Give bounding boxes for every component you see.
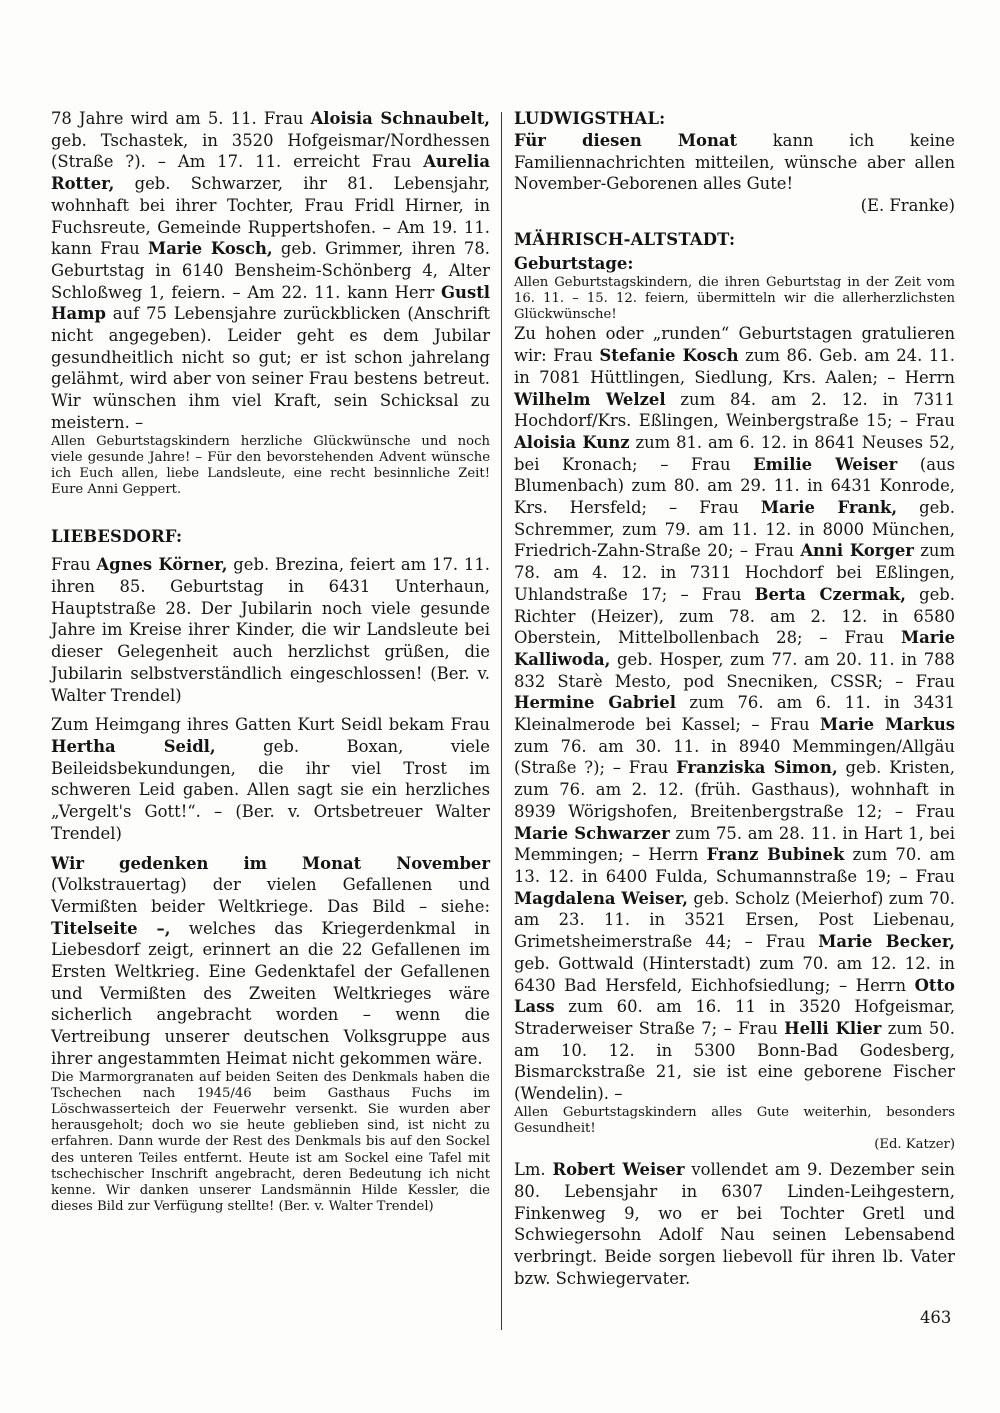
bold-name: Gustl Hamp	[51, 282, 490, 324]
bold-name: Aloisia Kunz	[514, 432, 630, 452]
bold-name: Berta Czermak,	[754, 584, 906, 604]
birthday-greeting-small: Allen Geburtstagskindern herzliche Glückwünsche und noch viele gesunde Jahre! – Für den bevorstehenden Advent wünsche ich Euch allen, liebe Landsleute, eine recht besinnliche Zeit! Eure Anni Geppert.	[51, 433, 490, 498]
koerner-birthday-paragraph: Frau Agnes Körner, geb. Brezina, feiert am 17. 11. ihren 85. Geburtstag in 6431 Unterhaun, Hauptstraße 28. Der Jubilarin noch viele gesunde Jahre im Kreise ihrer Kinder, die wir Landsleute bei dieser Gelegenheit auch herzlichst grüßen, die Jubilarin selbstverständlich eingeschlossen! (Ber. v. Walter Trendel)	[51, 555, 490, 705]
bold-name: Wilhelm Welzel	[514, 389, 666, 409]
greeting-text: Allen Geburtstagskindern alles Gute weiterhin, besonders Gesundheit!	[514, 1104, 955, 1136]
remembrance-paragraph: Wir gedenken im Monat November (Volkstrauertag) der vielen Gefallenen und Vermißten beider Weltkriege. Das Bild – siehe: Titelseite –, welches das Kriegerdenkmal in Liebesdorf zeigt, erinnert an die 22 Gefallenen im Ersten Weltkrieg. Eine Gedenktafel der Gefallenen und Vermißten des Zweiten Weltkrieges wäre sicherlich angebracht worden – wenn die Vertreibung unserer deutschen Volksgruppe aus ihrer angestammten Heimat nicht gekommen wäre.	[51, 853, 491, 1068]
bold-name: Marie Frank,	[760, 498, 898, 518]
birthday-notes-paragraph: 78 Jahre wird am 5. 11. Frau Aloisia Schnaubelt, geb. Tschastek, in 3520 Hofgeismar/Nordhessen (Straße ?). – Am 17. 11. erreicht Frau Aurelia Rotter, geb. Schwarzer, ihr 81. Lebensjahr, wohnhaft bei ihrer Tochter, Frau Fridl Hirner, in Fuchsreute, Gemeinde Ruppertshofen. – Am 19. 11. kann Frau Marie Kosch, geb. Grimmer, ihren 78. Geburtstag in 6140 Bensheim-Schönberg 4, Alter Schloßweg 1, feiern. – Am 22. 11. kann Herr Gustl Hamp auf 75 Lebensjahre zurückblicken (Anschrift nicht angegeben). Leider geht es dem Jubilar gesundheitlich nicht so gut; er ist schon jahrelang gelähmt, wird aber von seiner Frau bestens betreut. Wir wünschen ihm viel Kraft, sein Schicksal zu meistern. –	[51, 109, 491, 432]
bold-name: Aurelia Rotter,	[51, 152, 490, 194]
bold-name: Titelseite –,	[51, 918, 171, 938]
bold-name: Hermine Gabriel	[514, 693, 676, 713]
bold-name: Marie Markus	[820, 715, 955, 735]
bold-name: Stefanie Kosch	[599, 346, 739, 366]
bold-name: Marie Becker,	[818, 932, 955, 952]
memorial-note-small: Die Marmorgranaten auf beiden Seiten des Denkmals haben die Tschechen nach 1945/46 beim Gasthaus Fuchs im Löschwasserteich der Feuerwehr versenkt. Sie wurden aber herausgeholt; doch wo sie heute geblieben sind, ist nicht zu erfahren. Dann wurde der Rest des Denkmals bis auf den Sockel des unteren Teiles entfernt. Heute ist am Sockel eine Tafel mit tschechischer Inschrift angebracht, deren Bedeutung ich nicht kenne. Wir danken unserer Landsmännin Hilde Kessler, die dieses Bild zur Verfügung stellte! (Ber. v. Walter Trendel)	[51, 1069, 490, 1215]
section-heading-maehrisch-altstadt: MÄHRISCH-ALTSTADT:	[514, 229, 736, 249]
section-heading-ludwigsthal: LUDWIGSTHAL:	[514, 109, 666, 128]
left-column	[51, 108, 490, 1215]
ludwigsthal-paragraph: Für diesen Monat kann ich keine Familiennachrichten mitteilen, wünsche aber allen November-Geborenen alles Gute!	[514, 131, 955, 194]
katzer-signature: (Ed. Katzer)	[874, 1137, 955, 1153]
birthday-greeting-intro-small: Allen Geburtstagskindern, die ihren Geburtstag in der Zeit vom 16. 11. – 15. 12. feiern, übermitteln wir die allerherzlichsten Glückwünsche!	[514, 274, 955, 323]
ludwigsthal-signature: (E. Franke)	[860, 196, 955, 216]
bold-name: Hertha Seidl,	[51, 736, 216, 756]
right-column	[514, 108, 955, 1290]
subheading-birthdays: Geburtstage:	[514, 253, 634, 273]
page-number: 463	[920, 1308, 952, 1327]
bold-name: Emilie Weiser	[753, 454, 898, 474]
bold-name: Anni Korger	[800, 541, 914, 561]
bold-name: Marie Schwarzer	[514, 823, 670, 843]
bold-name: Otto Lass	[514, 975, 955, 1017]
bold-name: Aloisia Schnaubelt,	[310, 109, 490, 128]
section-heading-liebesdorf: LIEBESDORF:	[51, 527, 183, 547]
bold-name: Marie Kalliwoda,	[514, 628, 955, 669]
bold-name: Für diesen Monat	[514, 131, 738, 150]
bold-name: Robert Weiser	[552, 1160, 685, 1180]
robert-weiser-paragraph: Lm. Robert Weiser vollendet am 9. Dezember sein 80. Lebensjahr in 6307 Linden-Leihgestern, Finkenweg 9, wo er bei Tochter Gretl und Schwiegersohn Adolf Nau seinen Lebensabend verbringt. Beide sorgen liebevoll für ihren lb. Vater bzw. Schwiegervater.	[514, 1160, 955, 1288]
bold-name: Wir gedenken im Monat November	[51, 853, 490, 873]
bold-name: Agnes Körner,	[96, 555, 228, 575]
bold-name: Magdalena Weiser,	[514, 888, 688, 908]
bold-name: Marie Kosch,	[148, 239, 273, 259]
bold-name: Franz Bubinek	[706, 845, 845, 865]
bold-name: Franziska Simon,	[676, 758, 838, 778]
round-birthdays-greeting-small	[514, 1105, 955, 1154]
column-divider	[501, 112, 502, 1330]
seidl-condolence-paragraph: Zum Heimgang ihres Gatten Kurt Seidl bekam Frau Hertha Seidl, geb. Boxan, viele Beileidsbekundungen, die ihr viel Trost im schweren Leid gaben. Allen sagt sie ein herzliches „Vergelt's Gott!“. – (Ber. v. Ortsbetreuer Walter Trendel)	[51, 715, 490, 843]
round-birthdays-paragraph: Zu hohen oder „runden“ Geburtstagen gratulieren wir: Frau Stefanie Kosch zum 86. Geb. am 24. 11. in 7081 Hüttlingen, Siedlung, Krs. Aalen; – Herrn Wilhelm Welzel zum 84. am 2. 12. in 7311 Hochdorf/Krs. Eßlingen, Weinbergstraße 15; – Frau Aloisia Kunz zum 81. am 6. 12. in 8641 Neuses 52, bei Kronach; – Frau Emilie Weiser (aus Blumenbach) zum 80. am 29. 11. in 6431 Konrode, Krs. Hersfeld; – Frau Marie Frank, geb. Schremmer, zum 79. am 11. 12. in 8000 München, Friedrich-Zahn-Straße 20; – Frau Anni Korger zum 78. am 4. 12. in 7311 Hochdorf bei Eßlingen, Uhlandstraße 17; – Frau Berta Czermak, geb. Richter (Heizer), zum 78. am 2. 12. in 6580 Oberstein, Mittelbollenbach 28; – Frau Marie Kalliwoda, geb. Hosper, zum 77. am 20. 11. in 788 832 Starè Mesto, pod Snecniken, CSSR; – Frau Hermine Gabriel zum 76. am 6. 11. in 3431 Kleinalmerode bei Kassel; – Frau Marie Markus zum 76. am 30. 11. in 8940 Memmingen/Allgäu (Straße ?); – Frau Franziska Simon, geb. Kristen, zum 76. am 2. 12. (früh. Gasthaus), wohnhaft in 8939 Wörigshofen, Breitenbergstraße 12; – Frau Marie Schwarzer zum 75. am 28. 11. in Hart 1, bei Memmingen; – Herrn Franz Bubinek zum 70. am 13. 12. in 6400 Fulda, Schumannstraße 19; – Frau Magdalena Weiser, geb. Scholz (Meierhof) zum 70. am 23. 11. in 3521 Ersen, Post Liebenau, Grimetsheimerstraße 44; – Frau Marie Becker, geb. Gottwald (Hinterstadt) zum 70. am 12. 12. in 6430 Bad Hersfeld, Eichhofsiedlung; – Herrn Otto Lass zum 60. am 16. 11 in 3520 Hofgeismar, Straderweiser Straße 7; – Frau Helli Klier zum 50. am 10. 12. in 5300 Bonn-Bad Godesberg, Bismarckstraße 21, sie ist eine geborene Fischer (Wendelin). –	[514, 324, 956, 1104]
bold-name: Helli Klier	[784, 1018, 882, 1038]
